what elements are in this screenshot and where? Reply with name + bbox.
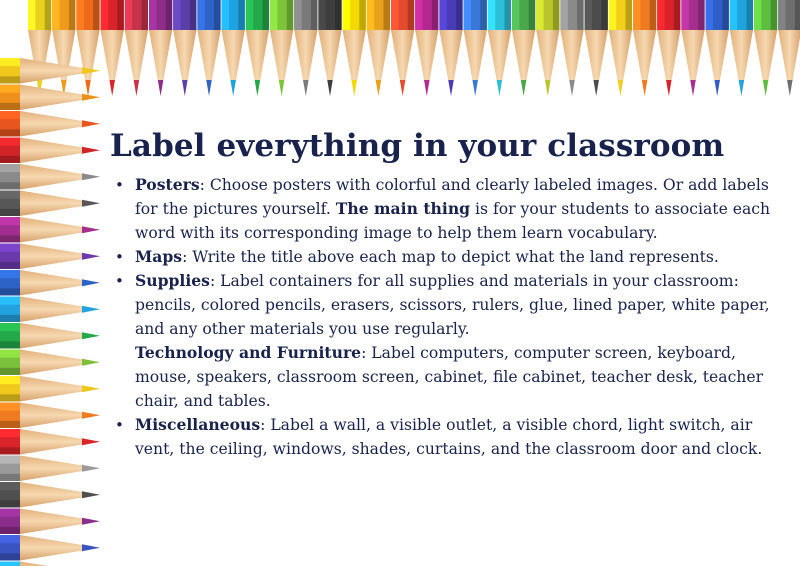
pencil-icon	[512, 0, 535, 96]
bullet-keyword: Miscellaneous	[135, 415, 261, 434]
pencil-icon	[488, 0, 511, 96]
bullet-text: : Write the title above each map to depict what the land represents.	[182, 248, 719, 266]
pencil-icon	[730, 0, 753, 96]
pencil-icon	[0, 535, 100, 561]
pencil-icon	[754, 0, 777, 96]
pencil-icon	[439, 0, 462, 96]
pencil-icon	[0, 562, 100, 566]
bullet-keyword: Posters	[135, 175, 200, 194]
bullet-text: is for your students to associate each word with its corresponding image to help them learn vocabulary.	[135, 200, 771, 242]
pencil-icon	[294, 0, 317, 96]
pencil-icon	[0, 270, 100, 296]
bullet-keyword: Maps	[135, 247, 183, 266]
pencil-icon	[0, 111, 100, 137]
pencil-icon	[657, 0, 680, 96]
pencil-icon	[76, 0, 99, 96]
bullet-keyword: The main thing	[335, 199, 471, 218]
bullet-item	[110, 413, 790, 461]
pencil-icon	[125, 0, 148, 96]
pencil-icon	[0, 164, 100, 190]
bullet-item	[110, 269, 790, 341]
pencil-icon	[0, 350, 100, 376]
pencil-icon	[681, 0, 704, 96]
pencil-icon	[391, 0, 414, 96]
pencil-icon	[343, 0, 366, 96]
pencil-icon	[0, 85, 100, 111]
pencil-icon	[415, 0, 438, 96]
bullet-item	[110, 341, 790, 413]
pencil-icon	[0, 138, 100, 164]
pencil-icon	[0, 429, 100, 455]
pencil-icon	[706, 0, 729, 96]
pencil-icon	[0, 217, 100, 243]
bullet-keyword: Technology and Furniture	[135, 343, 362, 362]
pencil-icon	[149, 0, 172, 96]
bullet-list	[110, 173, 790, 461]
pencil-icon	[0, 482, 100, 508]
pencil-icon	[633, 0, 656, 96]
pencil-icon	[0, 323, 100, 349]
bullet-dot: •	[115, 248, 124, 266]
pencil-icon	[609, 0, 632, 96]
pencil-icon	[585, 0, 608, 96]
pencil-icon	[173, 0, 196, 96]
bullet-text: : Label containers for all supplies and materials in your classroom: pencils, colored pencils, erasers, scissors, rulers, glue, lined paper, white paper, and any other materials you use regularly.	[135, 272, 770, 338]
pencil-icon	[0, 456, 100, 482]
pencil-icon	[560, 0, 583, 96]
pencil-icon	[246, 0, 269, 96]
pencil-icon	[318, 0, 341, 96]
bullet-text: : Label computers, computer screen, keyboard, mouse, speakers, classroom screen, cabinet, file cabinet, teacher desk, teacher chair, and tables.	[135, 344, 764, 410]
bullet-dot: •	[115, 176, 124, 194]
bullet-dot: •	[115, 416, 124, 434]
pencil-icon	[222, 0, 245, 96]
bullet-dot: •	[115, 272, 124, 290]
pencil-icon	[197, 0, 220, 96]
slide-content	[110, 128, 790, 461]
pencil-icon	[778, 0, 800, 96]
pencil-icon	[0, 403, 100, 429]
bullet-text: : Label a wall, a visible outlet, a visible chord, light switch, air vent, the ceiling, windows, shades, curtains, and the classroom door and clock.	[135, 416, 763, 458]
pencil-icon	[0, 297, 100, 323]
pencil-icon	[52, 0, 75, 96]
bullet-item	[110, 173, 790, 245]
pencil-icon	[0, 244, 100, 270]
pencil-icon	[367, 0, 390, 96]
pencil-icon	[270, 0, 293, 96]
pencil-icon	[536, 0, 559, 96]
slide-title: Label everything in your classroom	[110, 128, 725, 164]
pencil-icon	[0, 191, 100, 217]
pencil-icon	[0, 376, 100, 402]
pencil-icon	[464, 0, 487, 96]
pencil-icon	[0, 509, 100, 535]
pencil-icon	[101, 0, 124, 96]
bullet-keyword: Supplies	[135, 271, 210, 290]
bullet-text: : Choose posters with colorful and clearly labeled images. Or add labels for the pictures yourself.	[135, 176, 769, 218]
bullet-item	[110, 245, 790, 269]
